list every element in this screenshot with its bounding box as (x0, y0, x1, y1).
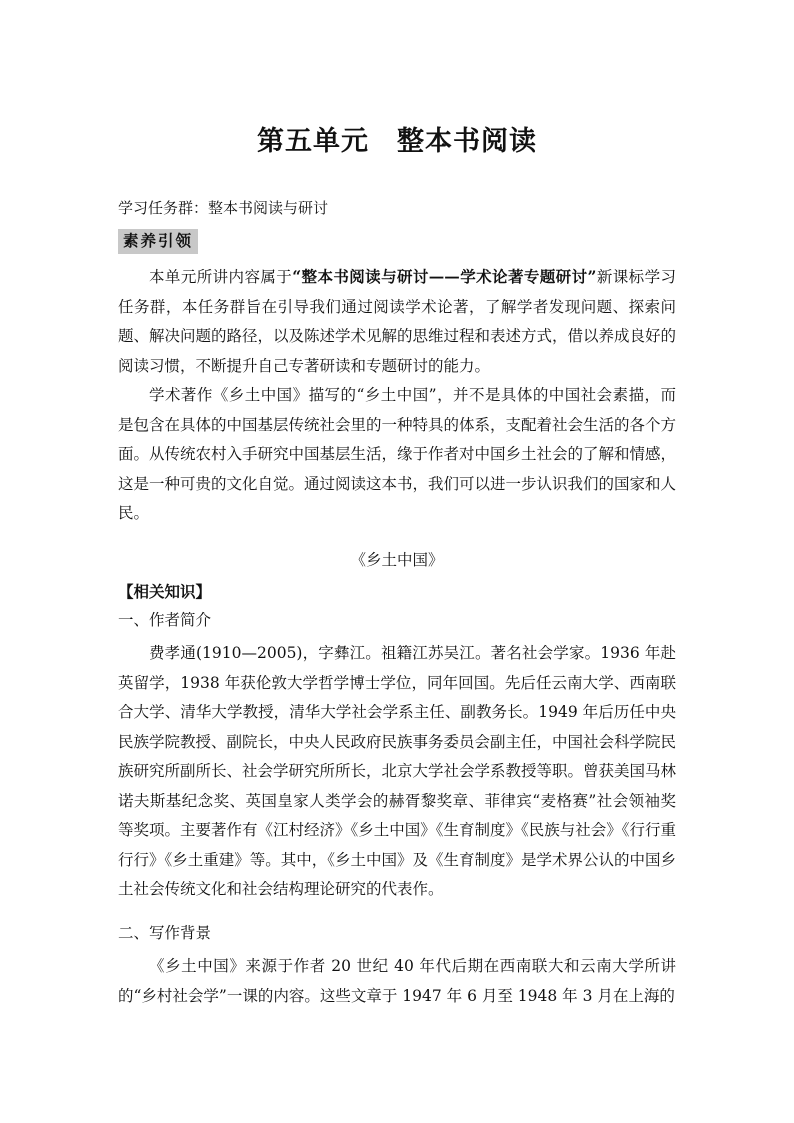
background-section (118, 952, 676, 1011)
author-paragraph: 费孝通(1910—2005)，字彝江。祖籍江苏吴江。著名社会学家。1936 年赴英留学，1938 年获伦敦大学哲学博士学位，同年回国。先后任云南大学、西南联合大学、清华大学教授，清华大学社会学系主任、副教务长。1949 年后历任中央民族学院教授、副院长，中央人民政府民族事务委员会副主任，中国社会科学院民族研究所副所长、社会学研究所所长，北京大学社会学系教授等职。曾获美国马林诺夫斯基纪念奖、英国皇家人类学会的赫胥黎奖章、菲律宾“麦格赛”社会领袖奖等奖项。主要著作有《江村经济》《乡土中国》《生育制度》《民族与社会》《行行重行行》《乡土重建》等。其中，《乡土中国》及《生育制度》是学术界公认的中国乡土社会传统文化和社会结构理论研究的代表作。 (118, 644, 677, 898)
intro-p1-after: 新课标学习任务群，本任务群旨在引导我们通过阅读学术论著，了解学者发现问题、探索问题、解决问题的路径，以及陈述学术见解的思维过程和表述方式，借以养成良好的阅读习惯，不断提升自己专著研读和专题研讨的能力。 (118, 268, 677, 375)
background-paragraph: 《乡土中国》来源于作者 20 世纪 40 年代后期在西南联大和云南大学所讲的“乡村社会学”一课的内容。这些文章于 1947 年 6 月至 1948 年 3 月在上海的 (118, 957, 676, 1005)
page-title: 第五单元 整本书阅读 (257, 126, 537, 157)
intro-section (118, 262, 676, 529)
author-section (118, 639, 676, 905)
intro-paragraph-2: 学术著作《乡土中国》描写的“乡土中国”，并不是具体的中国社会素描，而是包含在具体的中国基层传统社会里的一种特具的体系，支配着社会生活的各个方面。从传统农村入手研究中国基层生活，缘于作者对中国乡土社会的了解和情感，这是一种可贵的文化自觉。通过阅读这本书，我们可以进一步认识我们的国家和人民。 (118, 386, 677, 522)
author-heading: 一、作者简介 (118, 611, 212, 629)
intro-p1-bold: “整本书阅读与研讨——学术论著专题研讨” (292, 267, 597, 286)
background-heading: 二、写作背景 (118, 924, 212, 942)
intro-p1-before: 本单元所讲内容属于 (149, 268, 293, 286)
knowledge-heading: 【相关知识】 (118, 582, 212, 601)
section-badge: 素养引领 (118, 229, 198, 254)
task-group-line: 学习任务群：整本书阅读与研讨 (118, 199, 329, 217)
book-title: 《乡土中国》 (350, 551, 444, 569)
intro-paragraph-1 (118, 262, 676, 381)
